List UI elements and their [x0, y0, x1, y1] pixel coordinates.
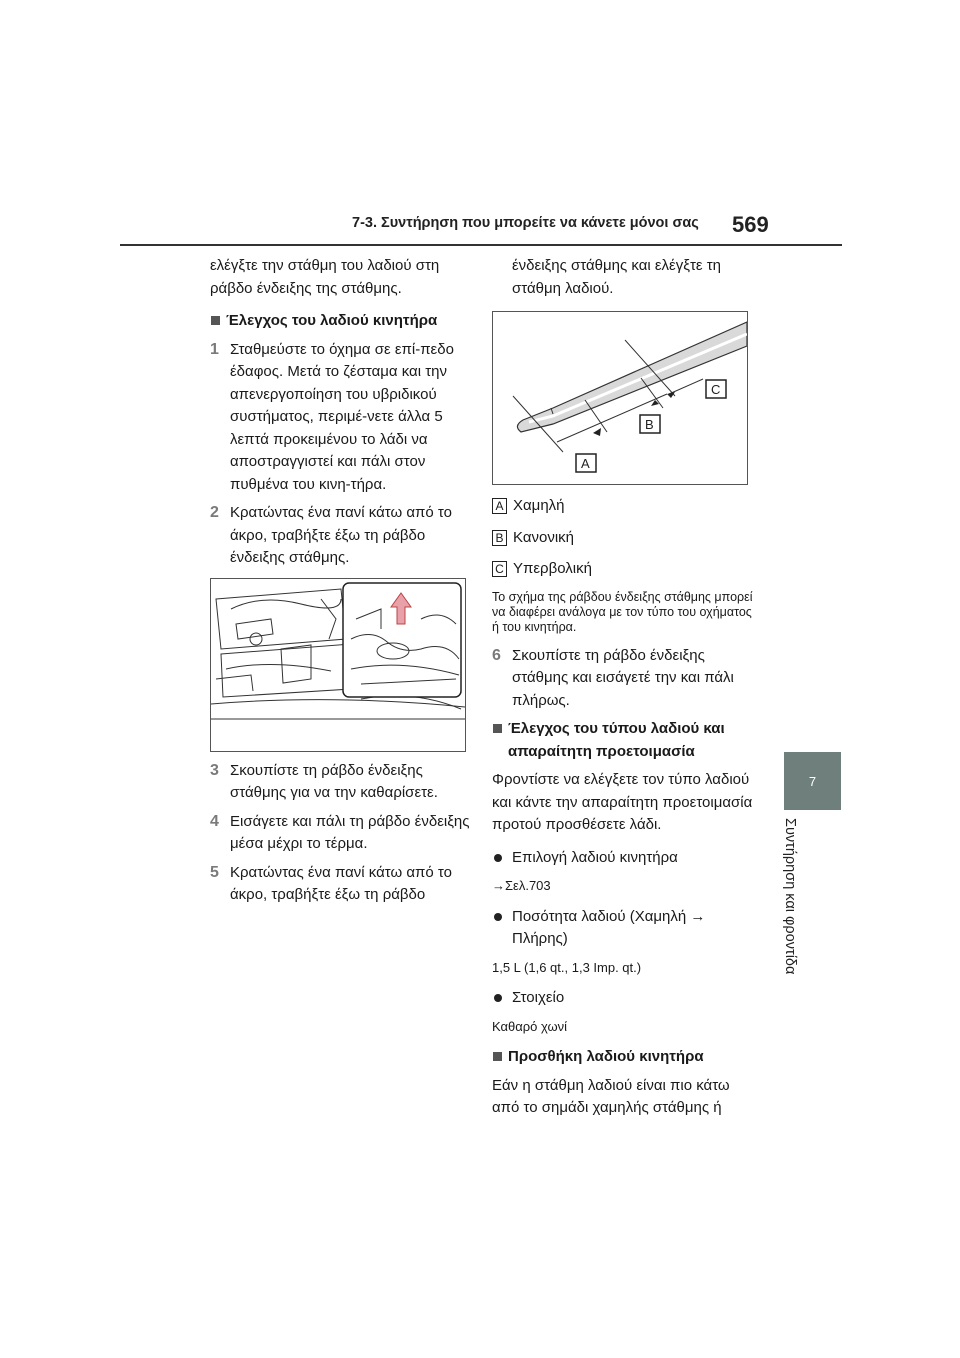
item-value: Καθαρό χωνί: [492, 1018, 568, 1034]
intro-text: ελέγξτε την στάθμη του λαδιού στη ράβδο ένδειξης της στάθμης.: [210, 257, 440, 297]
square-bullet-icon: [211, 316, 220, 325]
chapter-title: Συντήρηση και φροντίδα: [782, 818, 798, 975]
section-heading-add-oil: [492, 1046, 754, 1069]
legend-normal: [492, 527, 754, 550]
section-title: 7-3. Συντήρηση που μπορείτε να κάνετε μόνοι σας: [352, 215, 699, 231]
figure-note: Το σχήμα της ράβδου ένδειξης στάθμης μπορεί να διαφέρει ανάλογα με τον τύπο του οχήματος ή του κινητήρα.: [492, 589, 753, 634]
bullet-text: Επιλογή λαδιού κινητήρα: [512, 848, 678, 866]
legend-text: Υπερβολική: [513, 560, 592, 577]
bullet-oil-selection: [492, 847, 754, 870]
step-number: 6: [492, 646, 501, 664]
heading-text: Έλεγχος του λαδιού κινητήρα: [226, 312, 438, 329]
step-6: [492, 645, 754, 713]
bullet-oil-quantity: [492, 906, 754, 951]
legend-key: A: [492, 498, 507, 514]
page-number: 569: [732, 212, 769, 237]
step-number: 4: [210, 812, 219, 830]
step-text: Κρατώντας ένα πανί κάτω από το άκρο, τραβήξτε έξω τη ράβδο ένδειξης στάθμης.: [230, 504, 452, 566]
bullet-dot-icon: [494, 994, 502, 1002]
step-3: [210, 760, 472, 805]
section-heading-oil-type: [492, 718, 754, 763]
heading-text: Προσθήκη λαδιού κινητήρα: [508, 1048, 704, 1065]
section-heading: [210, 310, 472, 333]
dipstick-figure: [492, 311, 748, 485]
bullet-text: Στοιχείο: [512, 989, 565, 1006]
engine-bay-illustration: [211, 579, 465, 751]
step-4: [210, 811, 472, 856]
legend-low: [492, 495, 754, 518]
step-text: Σταθμεύστε το όχημα σε επί-πεδο έδαφος. Μετά το ζέσταμα και την απενεργοποίηση του υβριδικού συστήματος, περιμέ-νετε άλλα 5 λεπτά προκειμένου το λάδι να αποστραγγιστεί και πάλι στον πυθμένα του κινη-τήρα.: [230, 340, 454, 493]
step-2: [210, 502, 472, 570]
header-divider: [120, 244, 842, 246]
step-1: [210, 339, 472, 497]
right-column: [492, 255, 754, 1120]
step-text: Εισάγετε και πάλι τη ράβδο ένδειξης μέσα μέχρι το τέρμα.: [230, 812, 470, 852]
oil-quantity-value: 1,5 L (1,6 qt., 1,3 Imp. qt.): [492, 959, 642, 975]
step-number: 2: [210, 504, 219, 521]
label-c: C: [711, 382, 721, 397]
step-text: Σκουπίστε τη ράβδο ένδειξης στάθμης για να την καθαρίσετε.: [230, 761, 438, 801]
square-bullet-icon: [493, 1052, 502, 1061]
chapter-tab: [784, 752, 841, 810]
bullet-dot-icon: [494, 913, 502, 921]
label-b: B: [645, 417, 654, 432]
step-number: 3: [210, 761, 219, 779]
add-oil-paragraph: Εάν η στάθμη λαδιού είναι πιο κάτω από το σημάδι χαμηλής στάθμης ή: [492, 1076, 730, 1116]
engine-bay-figure: [210, 578, 466, 752]
oil-type-paragraph: Φροντίστε να ελέγξετε τον τύπο λαδιού και κάντε την απαραίτητη προετοιμασία προτού προσθέσετε λάδι.: [492, 771, 753, 833]
step-5: [210, 862, 472, 907]
page-reference: →Σελ.703: [492, 878, 551, 893]
heading-text: Έλεγχος του τύπου λαδιού και απαραίτητη προετοιμασία: [508, 720, 725, 760]
legend-text: Χαμηλή: [513, 497, 565, 514]
legend-key: B: [492, 530, 507, 546]
left-column: [210, 255, 472, 913]
label-a: A: [581, 456, 590, 471]
square-bullet-icon: [493, 724, 502, 733]
dipstick-illustration: [493, 312, 747, 484]
bullet-dot-icon: [494, 854, 502, 862]
bullet-text: Ποσότητα λαδιού (Χαμηλή → Πλήρης): [512, 907, 706, 947]
step-number: 1: [210, 340, 219, 358]
step-number: 5: [210, 863, 219, 881]
legend-key: C: [492, 561, 507, 577]
legend-excessive: [492, 558, 754, 581]
continued-text: ένδειξης στάθμης και ελέγξτε τη στάθμη λαδιού.: [512, 257, 722, 297]
legend-text: Κανονική: [513, 528, 575, 546]
step-text: Σκουπίστε τη ράβδο ένδειξης στάθμης και εισάγετέ την και πάλι πλήρως.: [512, 646, 734, 709]
chapter-number: 7: [808, 773, 817, 789]
bullet-item: [492, 987, 754, 1010]
step-text: Κρατώντας ένα πανί κάτω από το άκρο, τραβήξτε έξω τη ράβδο: [230, 863, 452, 903]
